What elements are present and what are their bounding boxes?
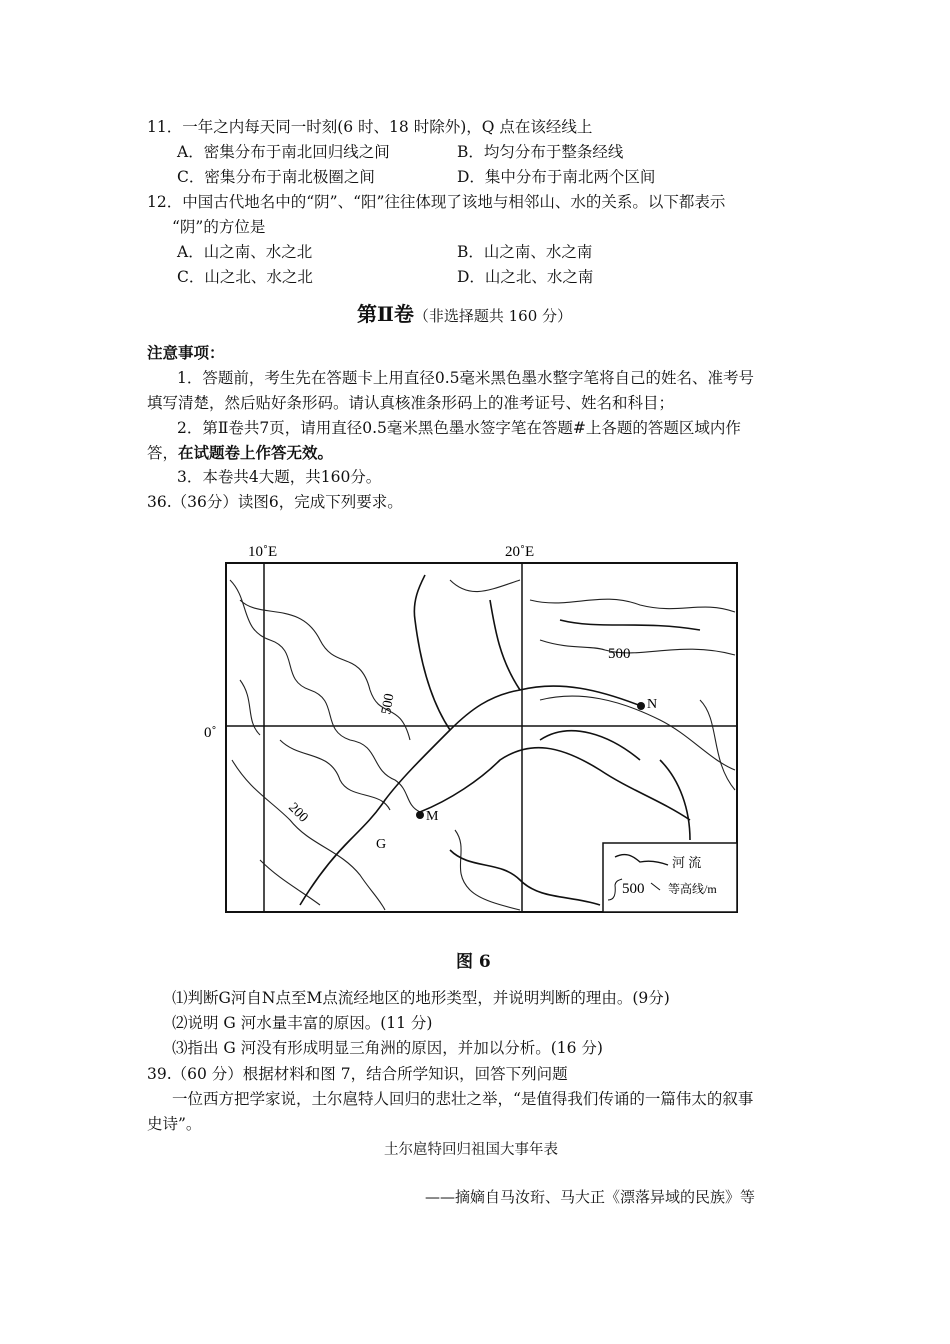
lon-label-10e: 10˚E: [248, 544, 278, 560]
q11-option-c: C．密集分布于南北极圈之间: [177, 168, 375, 186]
point-m-label: M: [426, 809, 439, 824]
note-2-plain: 答，: [147, 444, 179, 462]
q11-option-a: A．密集分布于南北回归线之间: [177, 143, 390, 161]
q36-sub-2: ⑵说明 G 河水量丰富的原因。(11 分): [172, 1014, 433, 1032]
lon-label-20e: 20˚E: [505, 544, 535, 560]
note-1: 1．答题前，考生先在答题卡上用直径0.5毫米黑色墨水整字笔将自己的姓名、准考号: [177, 369, 755, 387]
point-n-label: N: [647, 697, 658, 712]
q11-stem: 11．一年之内每天同一时刻(6 时、18 时除外)，Q 点在该经线上: [147, 118, 593, 136]
lat-label-equator: 0˚: [204, 725, 217, 741]
notes-heading: 注意事项：: [147, 343, 225, 362]
q39-source: ——摘嫡自马汝珩、马大正《漂落异域的民族》等: [425, 1188, 756, 1206]
q39-material: 一位西方把学家说，土尔扈特人回归的悲壮之举，“是值得我们传诵的一篇伟太的叙事: [172, 1090, 754, 1108]
legend-contour-value: 500: [622, 881, 645, 897]
q36-sub-1: ⑴判断G河自N点至M点流经地区的地形类型，并说明判断的理由。(9分): [172, 989, 670, 1007]
contour-label-500-west: 500: [379, 692, 398, 716]
q11-option-b: B．均匀分布于整条经线: [457, 143, 624, 161]
q12-option-c: C．山之北、水之北: [177, 268, 313, 286]
point-m-marker: [416, 811, 424, 819]
note-3: 3．本卷共4大题，共160分。: [177, 468, 382, 486]
note-2-bold: 在试题卷上作答无效。: [178, 443, 334, 462]
point-n-marker: [637, 702, 645, 710]
q11-option-d: D．集中分布于南北两个区间: [457, 168, 656, 186]
legend-contour-label: 等高线/m: [668, 882, 717, 896]
q12-stem: 12．中国古代地名中的“阴”、“阳”往往体现了该地与相邻山、水的关系。以下都表示: [147, 193, 726, 211]
note-1-cont: 填写清楚，然后贴好条形码。请认真核准条形码上的准考证号、姓名和科目；: [147, 394, 675, 412]
contour-label-500-east: 500: [608, 646, 631, 662]
contour-label-200: 200: [285, 800, 311, 826]
q36-stem: 36.（36分）读图6，完成下列要求。: [147, 493, 403, 511]
q36-sub-3: ⑶指出 G 河没有形成明显三角洲的原因，并加以分析。(16 分): [172, 1039, 603, 1057]
note-2: 2．第Ⅱ卷共7页，请用直径0.5毫米黑色墨水签字笔在答题#上各题的答题区域内作: [177, 419, 741, 437]
section-subtitle: （非选择题共 160 分）: [413, 307, 573, 325]
section-title-main: 第Ⅱ卷: [357, 302, 414, 326]
q12-option-b: B．山之南、水之南: [457, 243, 593, 261]
map-legend: [603, 843, 737, 912]
figure-caption: 图 6: [456, 952, 491, 972]
point-g-label: G: [376, 837, 387, 852]
q39-material-cont: 史诗”。: [147, 1115, 202, 1133]
q12-stem-cont: “阴”的方位是: [172, 218, 266, 236]
q12-option-a: A．山之南、水之北: [177, 243, 313, 261]
q39-stem: 39.（60 分）根据材料和图 7，结合所学知识，回答下列问题: [147, 1065, 568, 1083]
legend-box: [603, 843, 737, 912]
legend-river-label: 河 流: [672, 855, 702, 870]
q12-option-d: D．山之北、水之南: [457, 268, 594, 286]
q39-table-title: 土尔扈特回归祖国大事年表: [384, 1142, 558, 1158]
